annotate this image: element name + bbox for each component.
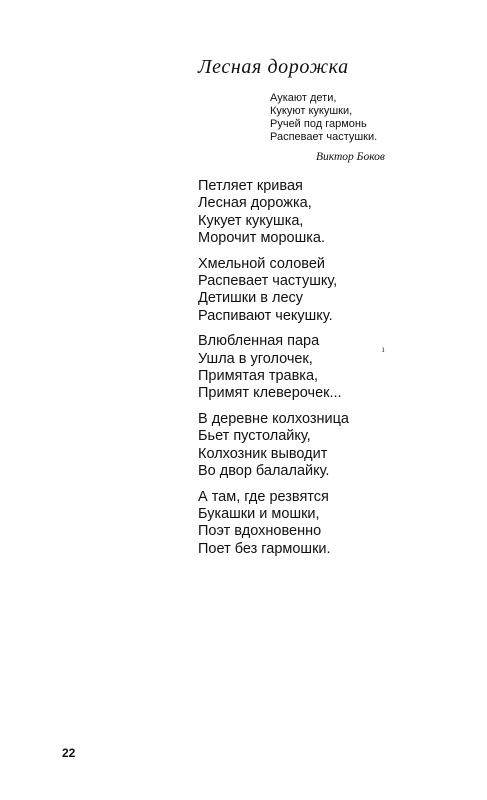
stanza: [198, 411, 349, 481]
poem-line: Детишки в лесу: [198, 290, 304, 307]
stanza: [198, 256, 349, 326]
poem-line: Лесная дорожка,: [198, 195, 312, 212]
poem-line: Распевает частушку,: [198, 273, 338, 290]
stanza: [198, 178, 349, 248]
poem-line: Кукует кукушка,: [198, 212, 304, 229]
poem-line: Во двор балалайку.: [198, 463, 330, 480]
poem-title: Лесная дорожка: [198, 56, 349, 78]
poem-line: Ушла в уголочек,: [198, 350, 313, 367]
poem-line: В деревне колхозница: [198, 410, 349, 427]
epigraph-author: Виктор Боков: [316, 151, 385, 163]
epigraph-line: Распевает частушки.: [270, 131, 378, 143]
poem-line: Колхозник выводит: [198, 445, 328, 462]
poem-line: А там, где резвятся: [198, 488, 329, 505]
poem-line: Примятая травка,: [198, 368, 319, 385]
poem-line: Морочит морошка.: [198, 230, 325, 247]
stanza: [198, 333, 349, 403]
poem-line: Хмельной соловей: [198, 255, 325, 272]
epigraph: [270, 92, 410, 144]
poem-line: Влюбленная пара: [198, 333, 320, 350]
stray-mark: ı: [382, 344, 385, 354]
poem-line: Букашки и мошки,: [198, 505, 320, 522]
poem-line: Поет без гармошки.: [198, 540, 331, 557]
poem-line: Примят клеверочек...: [198, 385, 342, 402]
epigraph-line: Аукают дети,: [270, 92, 337, 104]
poem-line: Петляет кривая: [198, 178, 303, 194]
poem-body: [198, 178, 349, 566]
poem-line: Распивают чекушку.: [198, 307, 333, 324]
epigraph-line: Кукуют кукушки,: [270, 105, 353, 117]
poem-line: Поэт вдохновенно: [198, 523, 322, 540]
page-number: 22: [62, 746, 76, 760]
stanza: [198, 489, 349, 559]
epigraph-line: Ручей под гармонь: [270, 118, 367, 130]
poem-line: Бьет пустолайку,: [198, 428, 311, 445]
